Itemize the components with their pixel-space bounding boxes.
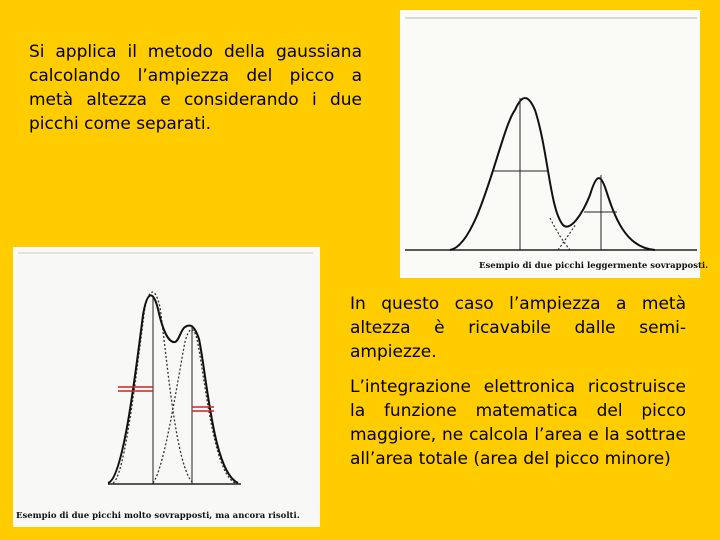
figure-top-caption: Esempio di due picchi leggermente sovrapposti.	[479, 261, 709, 271]
integration-text: L’integrazione elettronica ricostruisce la funzione matematica del picco maggiore, ne calcola l’area e la sottrae all’area totale (area del picco minore)	[350, 377, 686, 469]
figure-slightly-overlapping-peaks	[400, 10, 709, 278]
intro-text: Si applica il metodo della gaussiana calcolando l’ampiezza del picco a metà altezza e considerando i due picchi come separati.	[29, 42, 362, 134]
figure-strongly-overlapping-peaks	[13, 247, 320, 527]
chromatogram-top	[400, 10, 700, 278]
figure-bottom-caption: Esempio di due picchi molto sovrapposti, ma ancora risolti.	[16, 511, 300, 521]
combined-peak-curve	[450, 98, 655, 250]
major-peak-tail	[550, 218, 570, 250]
chromatogram-bottom	[13, 247, 320, 527]
half-width-text: In questo caso l’ampiezza a metà altezza è ricavabile dalle semi-ampiezze.	[350, 294, 686, 362]
